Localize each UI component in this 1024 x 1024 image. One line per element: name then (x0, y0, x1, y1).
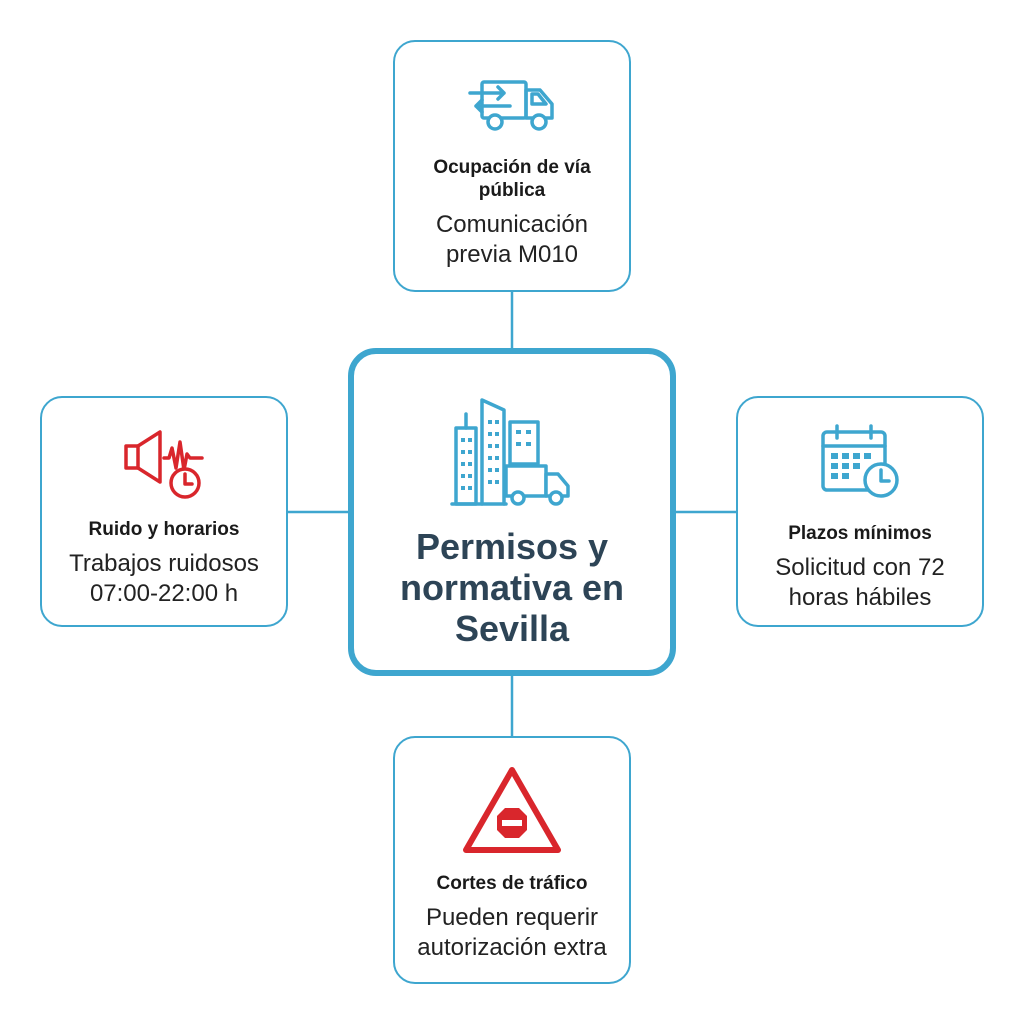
node-description: Solicitud con 72 horas hábiles (775, 554, 945, 611)
node-via-publica (393, 40, 631, 292)
moving-truck-arrows-icon (466, 76, 558, 136)
warning-no-entry-icon (460, 764, 564, 856)
node-description: Pueden requerir autorización extra (417, 904, 607, 961)
central-title: Permisos y normativa en Sevilla (399, 526, 625, 649)
node-plazos-minimos (736, 396, 984, 627)
node-title: Cortes de tráfico (436, 873, 588, 894)
city-buildings-truck-icon (450, 386, 574, 510)
node-title: Ruido y horarios (88, 519, 240, 540)
central-topic (348, 348, 676, 676)
node-title: Plazos mínimos (788, 523, 932, 544)
node-cortes-trafico (393, 736, 631, 984)
node-description: Trabajos ruidosos 07:00-22:00 h (69, 550, 259, 607)
node-title: Ocupación de vía pública (433, 157, 591, 201)
calendar-clock-icon (819, 424, 901, 500)
speaker-clock-icon (122, 428, 206, 500)
node-ruido-horarios (40, 396, 288, 627)
node-description: Comunicación previa M010 (435, 211, 589, 268)
